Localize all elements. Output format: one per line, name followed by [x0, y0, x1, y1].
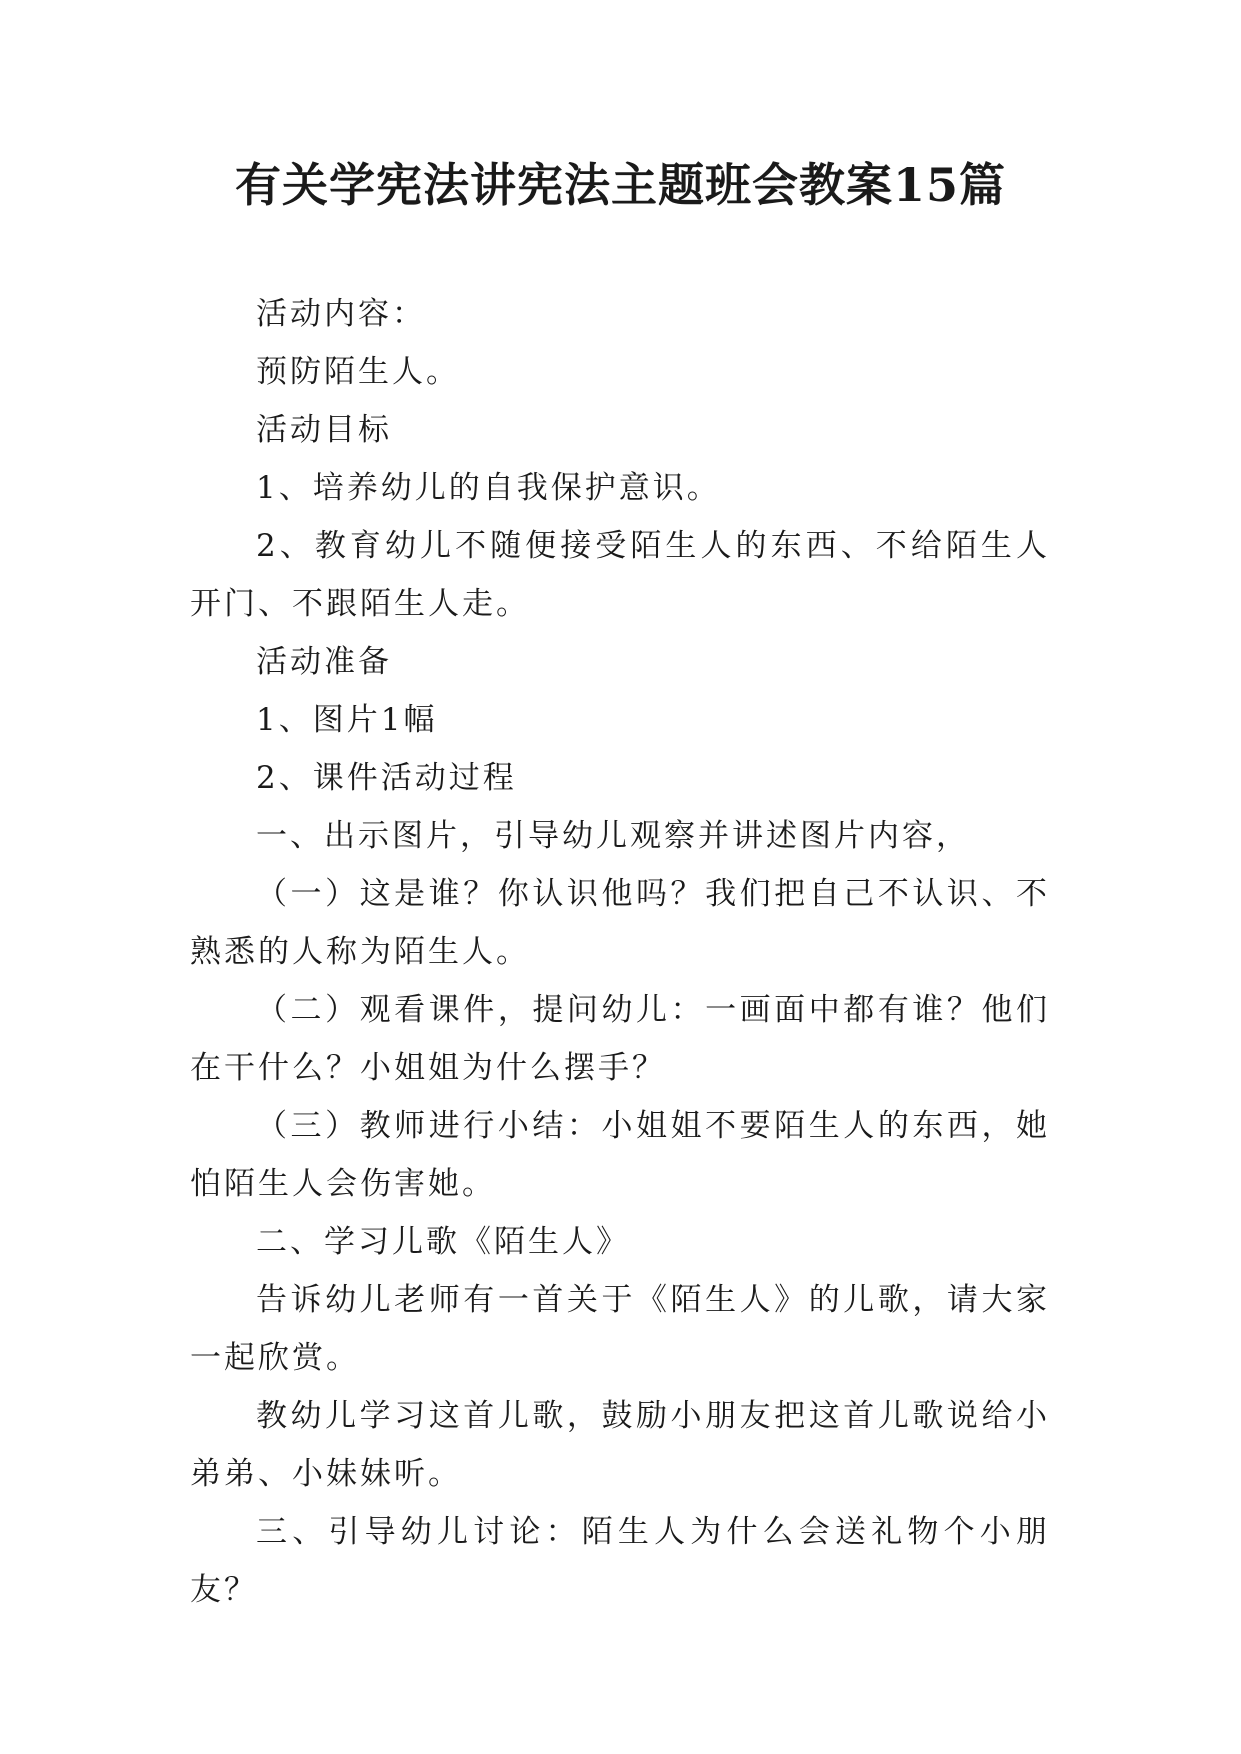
paragraph: 一、出示图片，引导幼儿观察并讲述图片内容，: [256, 818, 970, 854]
paragraph: （三）教师进行小结：小姐姐不要陌生人的东西，她怕陌生人会伤害她。: [190, 1108, 1050, 1202]
paragraph: 2、教育幼儿不随便接受陌生人的东西、不给陌生人开门、不跟陌生人走。: [190, 528, 1050, 622]
paragraph: 活动目标: [256, 412, 392, 448]
paragraph: 1、图片1幅: [256, 702, 438, 738]
paragraph: （二）观看课件，提问幼儿：一画面中都有谁？他们在干什么？小姐姐为什么摆手？: [190, 992, 1050, 1086]
paragraph: 1、培养幼儿的自我保护意识。: [256, 470, 721, 506]
paragraph: 预防陌生人。: [256, 354, 460, 390]
paragraph: 告诉幼儿老师有一首关于《陌生人》的儿歌，请大家一起欣赏。: [190, 1282, 1050, 1376]
document-title: 有关学宪法讲宪法主题班会教案15篇: [234, 158, 1006, 212]
paragraph: 活动内容：: [256, 296, 426, 332]
paragraph: 活动准备: [256, 644, 392, 680]
document-body: [190, 285, 1050, 1619]
paragraph: 教幼儿学习这首儿歌，鼓励小朋友把这首儿歌说给小弟弟、小妹妹听。: [190, 1398, 1050, 1492]
paragraph: 2、课件活动过程: [256, 760, 517, 796]
paragraph: （一）这是谁？你认识他吗？我们把自己不认识、不熟悉的人称为陌生人。: [190, 876, 1050, 970]
paragraph: 三、引导幼儿讨论：陌生人为什么会送礼物个小朋友？: [190, 1514, 1050, 1608]
paragraph: 二、学习儿歌《陌生人》: [256, 1224, 630, 1260]
